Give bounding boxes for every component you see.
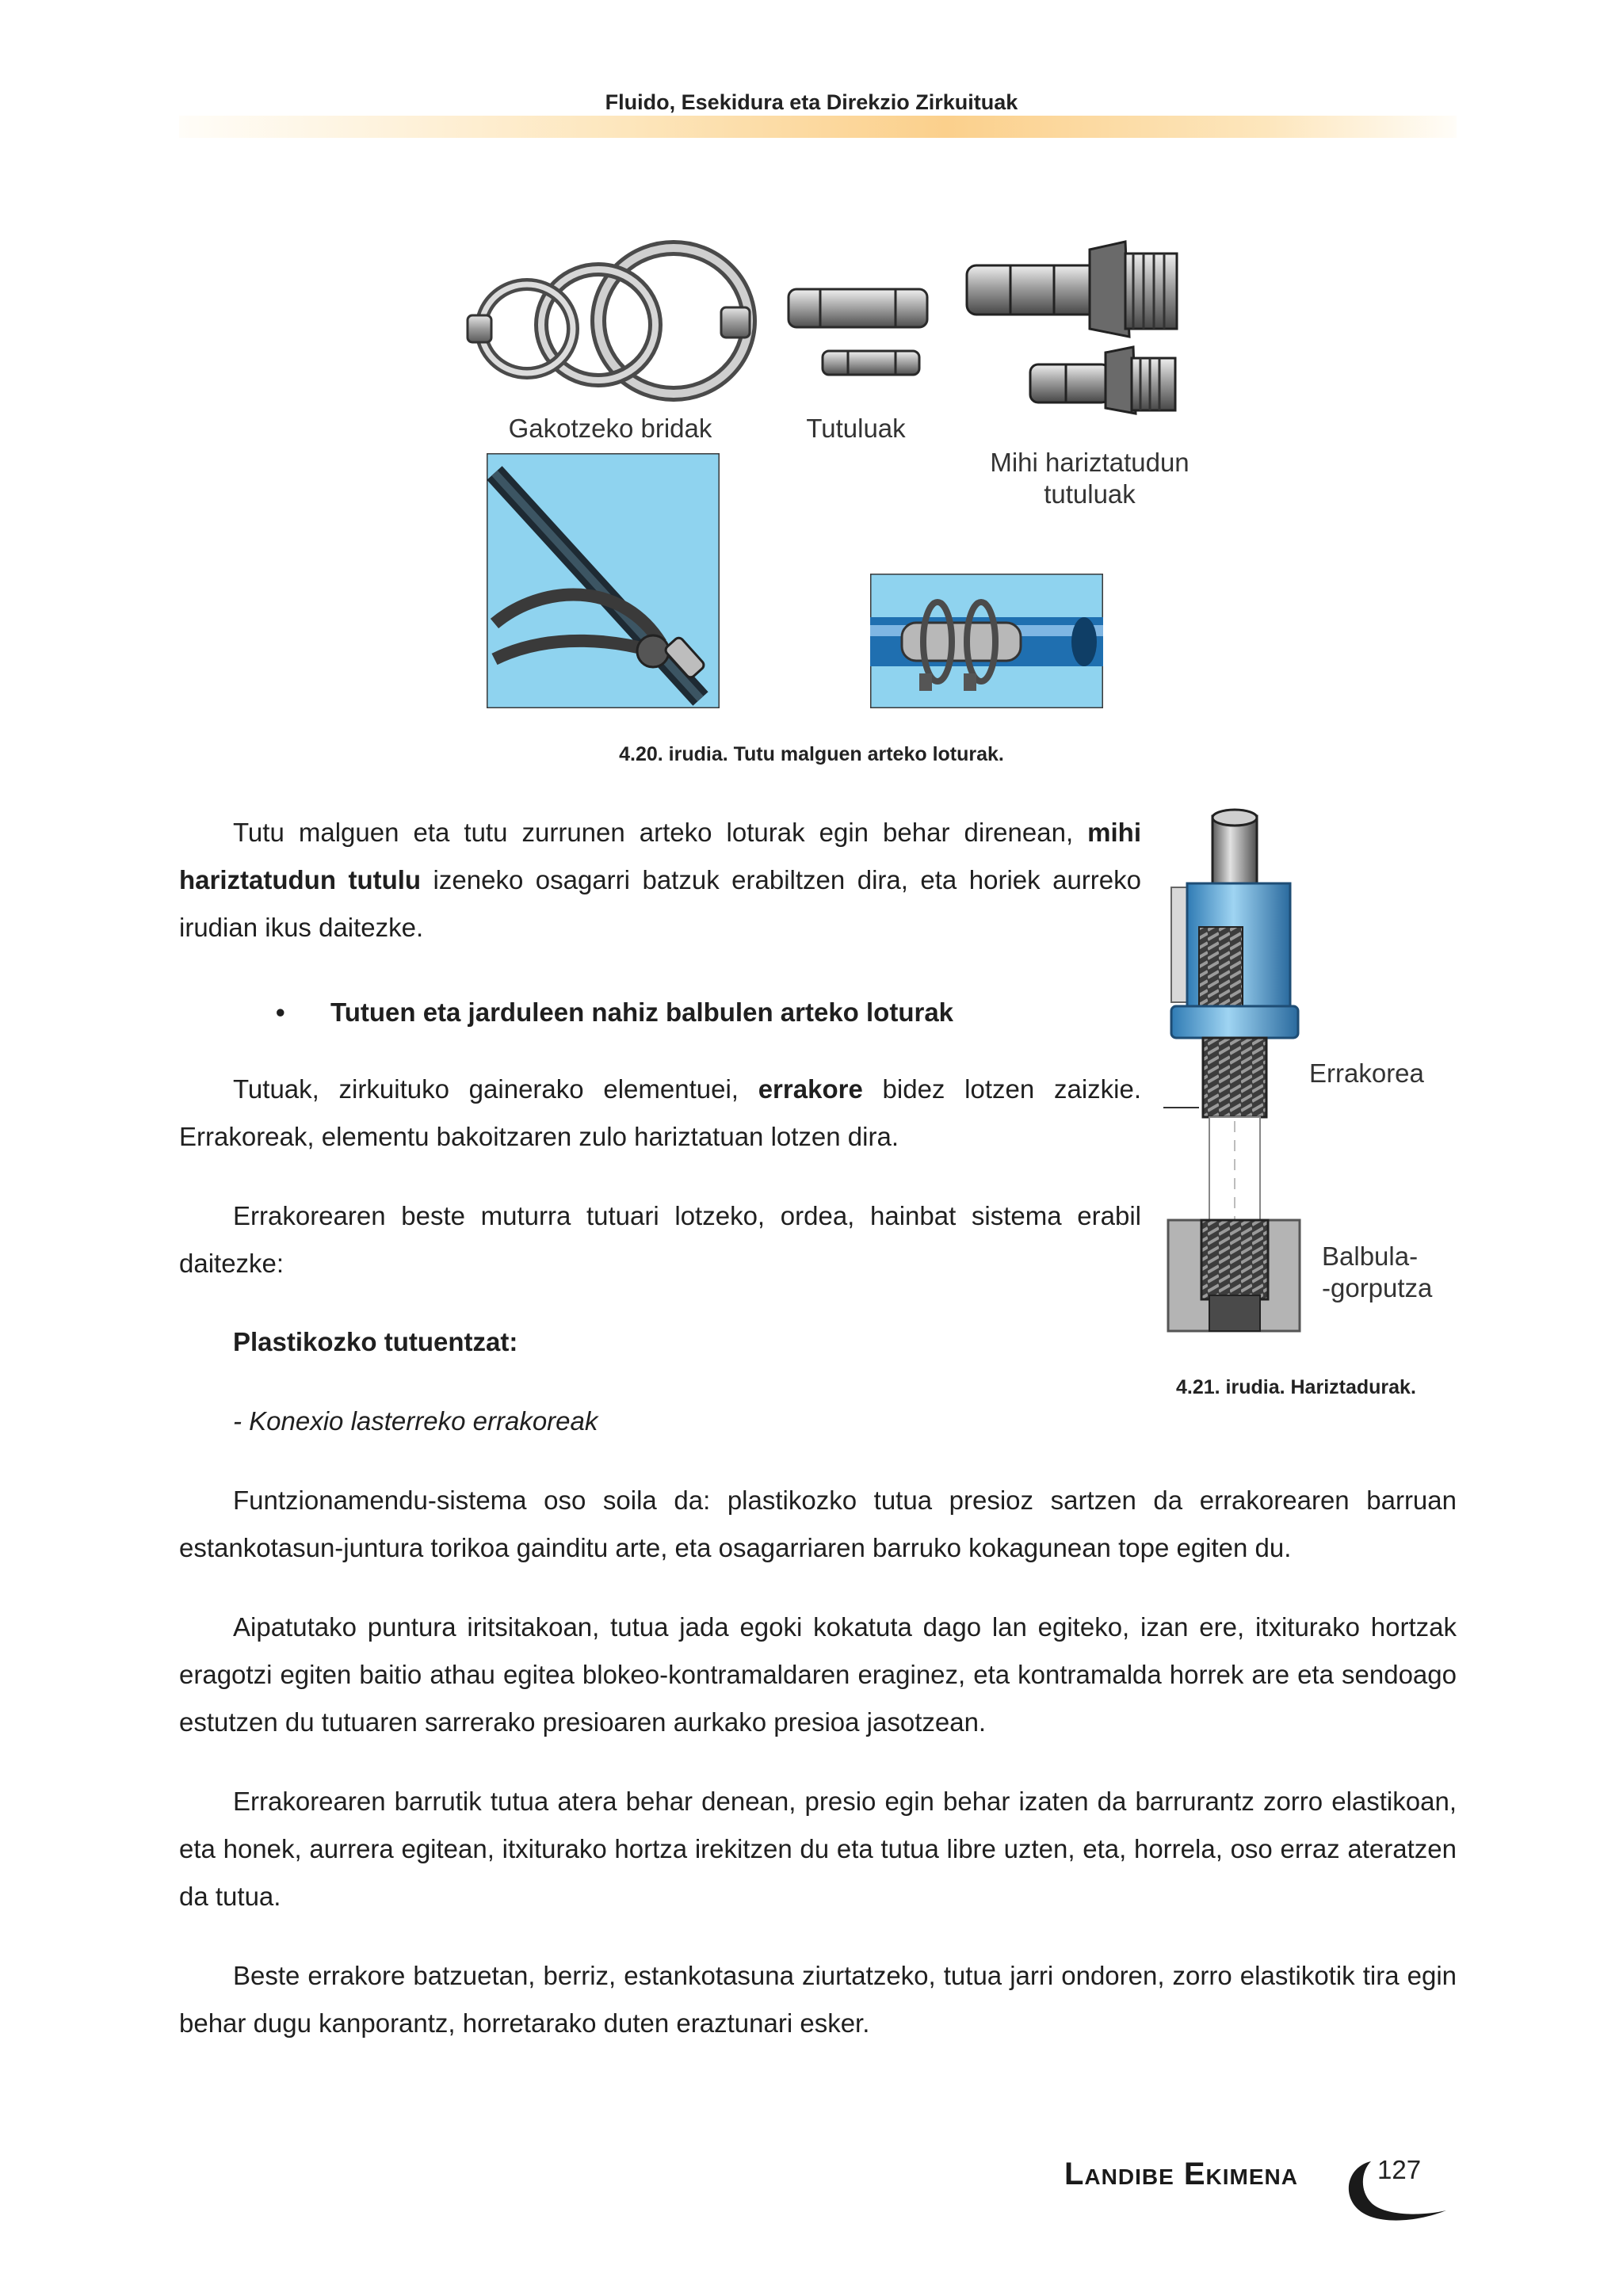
threaded-fittings-illustration bbox=[963, 238, 1185, 420]
p1-bold-term: mihi hariztatudun tutulu bbox=[179, 818, 1141, 894]
subheading: Plastikozko tutuentzat: bbox=[233, 1327, 518, 1356]
p2-text-a: Tutuak, zirkuituko gainerako elementuei, bbox=[233, 1074, 758, 1104]
label-valve-body bbox=[1322, 1241, 1432, 1304]
clamped-hose-illustration bbox=[870, 574, 1103, 708]
fittings-illustration bbox=[785, 281, 931, 384]
figure-421-caption: 4.21. irudia. Hariztadurak. bbox=[1176, 1376, 1416, 1398]
paragraph-5: Aipatutako puntura iritsitakoan, tutua jada egoki kokatuta dago lan egiteko, izan ere, itxiturako hortzak eragotzi egiten baitio athau egitea blokeo-kontramaldaren eraginez, eta kontramalda horrek are eta sendoago estutzen du tutuaren sarrerako presioaren aurkako presioa jasotzean. bbox=[179, 1612, 1457, 1737]
hose-clamps-illustration bbox=[460, 238, 761, 404]
label-clamps: Gakotzeko bridak bbox=[508, 414, 712, 443]
label-union-nut: Errakorea bbox=[1309, 1058, 1424, 1088]
p1-text-a: Tutu malguen eta tutu zurrunen arteko loturak egin behar direnean, bbox=[233, 818, 1088, 847]
bullet-item bbox=[276, 989, 954, 1036]
label-threaded-line2: tutuluak bbox=[1044, 479, 1136, 509]
paragraph-3: Errakorearen beste muturra tutuari lotzeko, ordea, hainbat sistema erabil daitezke: bbox=[179, 1201, 1141, 1278]
footer-brand: Landibe Ekimena bbox=[1064, 2157, 1298, 2191]
paragraph-2 bbox=[179, 1066, 1141, 1161]
page-number: 127 bbox=[1377, 2155, 1422, 2184]
paragraph-7: Beste errakore batzuetan, berriz, estankotasuna ziurtatzeko, tutua jarri ondoren, zorro elastikotik tira egin behar dugu kanporantz, horretarako duten eraztunari esker. bbox=[179, 1961, 1457, 2038]
header-band bbox=[179, 116, 1457, 138]
bullet-heading: Tutuen eta jarduleen nahiz balbulen arteko loturak bbox=[330, 997, 954, 1027]
label-valve-body-line2: -gorputza bbox=[1322, 1273, 1433, 1302]
p1-text-b: izeneko osagarri batzuk erabiltzen dira, eta horiek aurreko irudian ikus daitezke. bbox=[179, 865, 1141, 942]
p2-text-b: bidez lotzen zaizkie. Errakoreak, elementu bakoitzaren zulo hariztatuan lotzen dira. bbox=[179, 1074, 1141, 1151]
label-threaded-fittings bbox=[955, 447, 1224, 510]
label-fittings: Tutuluak bbox=[806, 414, 906, 443]
pliers-on-hose-illustration bbox=[487, 453, 720, 708]
bullet-icon: • bbox=[276, 997, 285, 1027]
running-header: Fluido, Esekidura eta Direkzio Zirkuituak bbox=[605, 90, 1018, 114]
threaded-union-illustration bbox=[1163, 808, 1306, 1347]
paragraph-4: Funtzionamendu-sistema oso soila da: plastikozko tutua presioz sartzen da errakorearen barruan estankotasun-juntura torikoa gainditu arte, eta osagarriaren barruko kokagunean tope egiten du. bbox=[179, 1486, 1457, 1562]
paragraph-1 bbox=[179, 809, 1141, 952]
p2-bold-term: errakore bbox=[758, 1074, 863, 1104]
label-valve-body-line1: Balbula- bbox=[1322, 1241, 1419, 1271]
subitem: - Konexio lasterreko errakoreak bbox=[233, 1406, 598, 1436]
label-threaded-line1: Mihi hariztatudun bbox=[990, 448, 1190, 477]
figure-420-caption: 4.20. irudia. Tutu malguen arteko loturak. bbox=[619, 743, 1004, 765]
paragraph-6: Errakorearen barrutik tutua atera behar denean, presio egin behar izaten da barrurantz zorro elastikoan, eta honek, aurrera egitean, itxiturako hortza irekitzen du eta tutua libre uzten, eta, horrela, oso erraz ateratzen da tutua. bbox=[179, 1787, 1457, 1911]
